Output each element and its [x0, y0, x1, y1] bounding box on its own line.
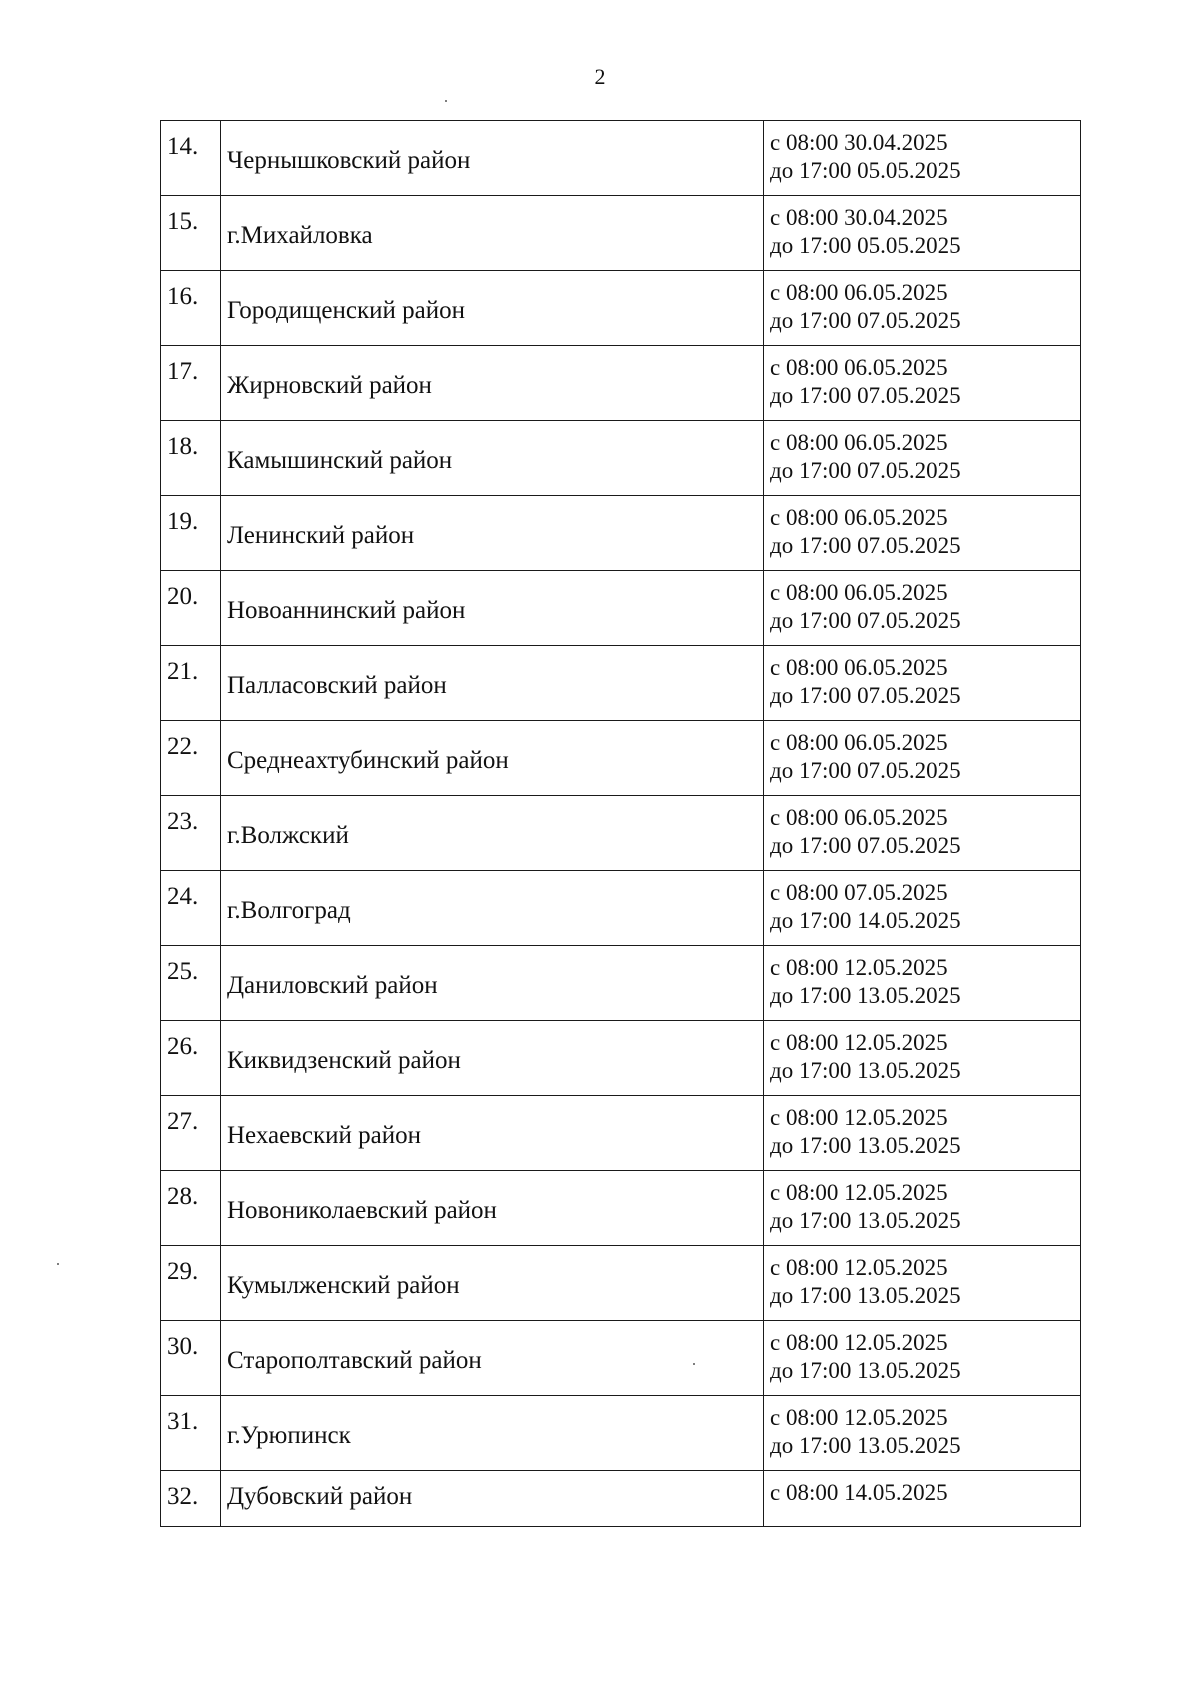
table-row: [161, 1246, 1081, 1321]
period-end: до 17:00 13.05.2025: [770, 1283, 961, 1308]
row-number: 19.: [161, 496, 221, 571]
period-start: с 08:00 30.04.2025: [770, 130, 948, 155]
period-end: до 17:00 07.05.2025: [770, 758, 961, 783]
table-row: [161, 796, 1081, 871]
page-number: 2: [594, 64, 606, 89]
row-number: 14.: [161, 121, 221, 196]
district-name: Нехаевский район: [221, 1096, 764, 1171]
row-number: 15.: [161, 196, 221, 271]
row-number: 31.: [161, 1396, 221, 1471]
row-number: 32.: [161, 1471, 221, 1527]
schedule-table-body: [161, 121, 1081, 1527]
period-end: до 17:00 13.05.2025: [770, 1133, 961, 1158]
scan-speck: [445, 100, 447, 102]
table-row: [161, 271, 1081, 346]
table-row: [161, 346, 1081, 421]
row-number: 23.: [161, 796, 221, 871]
period-end: до 17:00 05.05.2025: [770, 233, 961, 258]
period-start: с 08:00 06.05.2025: [770, 730, 948, 755]
period-start: с 08:00 12.05.2025: [770, 1030, 948, 1055]
time-period: [764, 346, 1081, 421]
time-period: [764, 796, 1081, 871]
schedule-table: [160, 120, 1081, 1527]
row-number: 26.: [161, 1021, 221, 1096]
district-name: г.Волгоград: [221, 871, 764, 946]
scan-speck: [57, 1263, 59, 1265]
table-row: [161, 871, 1081, 946]
time-period: [764, 946, 1081, 1021]
time-period: [764, 571, 1081, 646]
period-end: до 17:00 13.05.2025: [770, 1208, 961, 1233]
row-number: 25.: [161, 946, 221, 1021]
time-period: [764, 1021, 1081, 1096]
district-name: Старополтавский район: [221, 1321, 764, 1396]
table-row: [161, 571, 1081, 646]
table-row: [161, 1396, 1081, 1471]
period-start: с 08:00 12.05.2025: [770, 1255, 948, 1280]
table-row: [161, 946, 1081, 1021]
table-row: [161, 1096, 1081, 1171]
period-end: до 17:00 07.05.2025: [770, 458, 961, 483]
district-name: Дубовский район: [221, 1471, 764, 1527]
row-number: 21.: [161, 646, 221, 721]
period-start: с 08:00 14.05.2025: [770, 1480, 948, 1505]
time-period: [764, 1396, 1081, 1471]
district-name: Среднеахтубинский район: [221, 721, 764, 796]
district-name: Камышинский район: [221, 421, 764, 496]
period-end: до 17:00 07.05.2025: [770, 833, 961, 858]
row-number: 20.: [161, 571, 221, 646]
district-name: Городищенский район: [221, 271, 764, 346]
period-start: с 08:00 12.05.2025: [770, 1180, 948, 1205]
row-number: 30.: [161, 1321, 221, 1396]
district-name: Жирновский район: [221, 346, 764, 421]
period-start: с 08:00 06.05.2025: [770, 655, 948, 680]
time-period: [764, 1321, 1081, 1396]
row-number: 18.: [161, 421, 221, 496]
table-row: [161, 1471, 1081, 1527]
district-name: г.Волжский: [221, 796, 764, 871]
district-name: Новониколаевский район: [221, 1171, 764, 1246]
time-period: [764, 871, 1081, 946]
time-period: [764, 646, 1081, 721]
period-start: с 08:00 12.05.2025: [770, 1405, 948, 1430]
time-period: [764, 196, 1081, 271]
district-name: Киквидзенский район: [221, 1021, 764, 1096]
row-number: 28.: [161, 1171, 221, 1246]
table-row: [161, 1021, 1081, 1096]
period-end: до 17:00 07.05.2025: [770, 608, 961, 633]
table-row: [161, 496, 1081, 571]
table-row: [161, 1321, 1081, 1396]
period-start: с 08:00 06.05.2025: [770, 805, 948, 830]
period-start: с 08:00 06.05.2025: [770, 580, 948, 605]
row-number: 16.: [161, 271, 221, 346]
period-end: до 17:00 13.05.2025: [770, 983, 961, 1008]
district-name: Чернышковский район: [221, 121, 764, 196]
table-row: [161, 421, 1081, 496]
district-name: Палласовский район: [221, 646, 764, 721]
period-start: с 08:00 06.05.2025: [770, 280, 948, 305]
district-name: Ленинский район: [221, 496, 764, 571]
time-period: [764, 1096, 1081, 1171]
period-end: до 17:00 13.05.2025: [770, 1433, 961, 1458]
row-number: 17.: [161, 346, 221, 421]
period-end: до 17:00 07.05.2025: [770, 683, 961, 708]
period-end: до 17:00 05.05.2025: [770, 158, 961, 183]
district-name: г.Урюпинск: [221, 1396, 764, 1471]
period-start: с 08:00 06.05.2025: [770, 430, 948, 455]
district-name: Даниловский район: [221, 946, 764, 1021]
time-period: [764, 1246, 1081, 1321]
time-period: [764, 421, 1081, 496]
period-end: до 17:00 07.05.2025: [770, 533, 961, 558]
district-name: Новоаннинский район: [221, 571, 764, 646]
period-start: с 08:00 07.05.2025: [770, 880, 948, 905]
period-start: с 08:00 06.05.2025: [770, 355, 948, 380]
district-name: Кумылженский район: [221, 1246, 764, 1321]
period-end: до 17:00 13.05.2025: [770, 1058, 961, 1083]
time-period: [764, 271, 1081, 346]
time-period: [764, 1171, 1081, 1246]
row-number: 27.: [161, 1096, 221, 1171]
table-row: [161, 646, 1081, 721]
district-name: г.Михайловка: [221, 196, 764, 271]
row-number: 24.: [161, 871, 221, 946]
time-period: [764, 1471, 1081, 1527]
table-row: [161, 196, 1081, 271]
row-number: 29.: [161, 1246, 221, 1321]
time-period: [764, 496, 1081, 571]
period-end: до 17:00 14.05.2025: [770, 908, 961, 933]
table-row: [161, 721, 1081, 796]
period-start: с 08:00 12.05.2025: [770, 955, 948, 980]
period-start: с 08:00 06.05.2025: [770, 505, 948, 530]
period-start: с 08:00 30.04.2025: [770, 205, 948, 230]
table-row: [161, 1171, 1081, 1246]
table-row: [161, 121, 1081, 196]
row-number: 22.: [161, 721, 221, 796]
period-end: до 17:00 07.05.2025: [770, 308, 961, 333]
period-end: до 17:00 07.05.2025: [770, 383, 961, 408]
time-period: [764, 121, 1081, 196]
period-end: до 17:00 13.05.2025: [770, 1358, 961, 1383]
scan-speck: [693, 1363, 695, 1365]
time-period: [764, 721, 1081, 796]
period-start: с 08:00 12.05.2025: [770, 1330, 948, 1355]
period-start: с 08:00 12.05.2025: [770, 1105, 948, 1130]
